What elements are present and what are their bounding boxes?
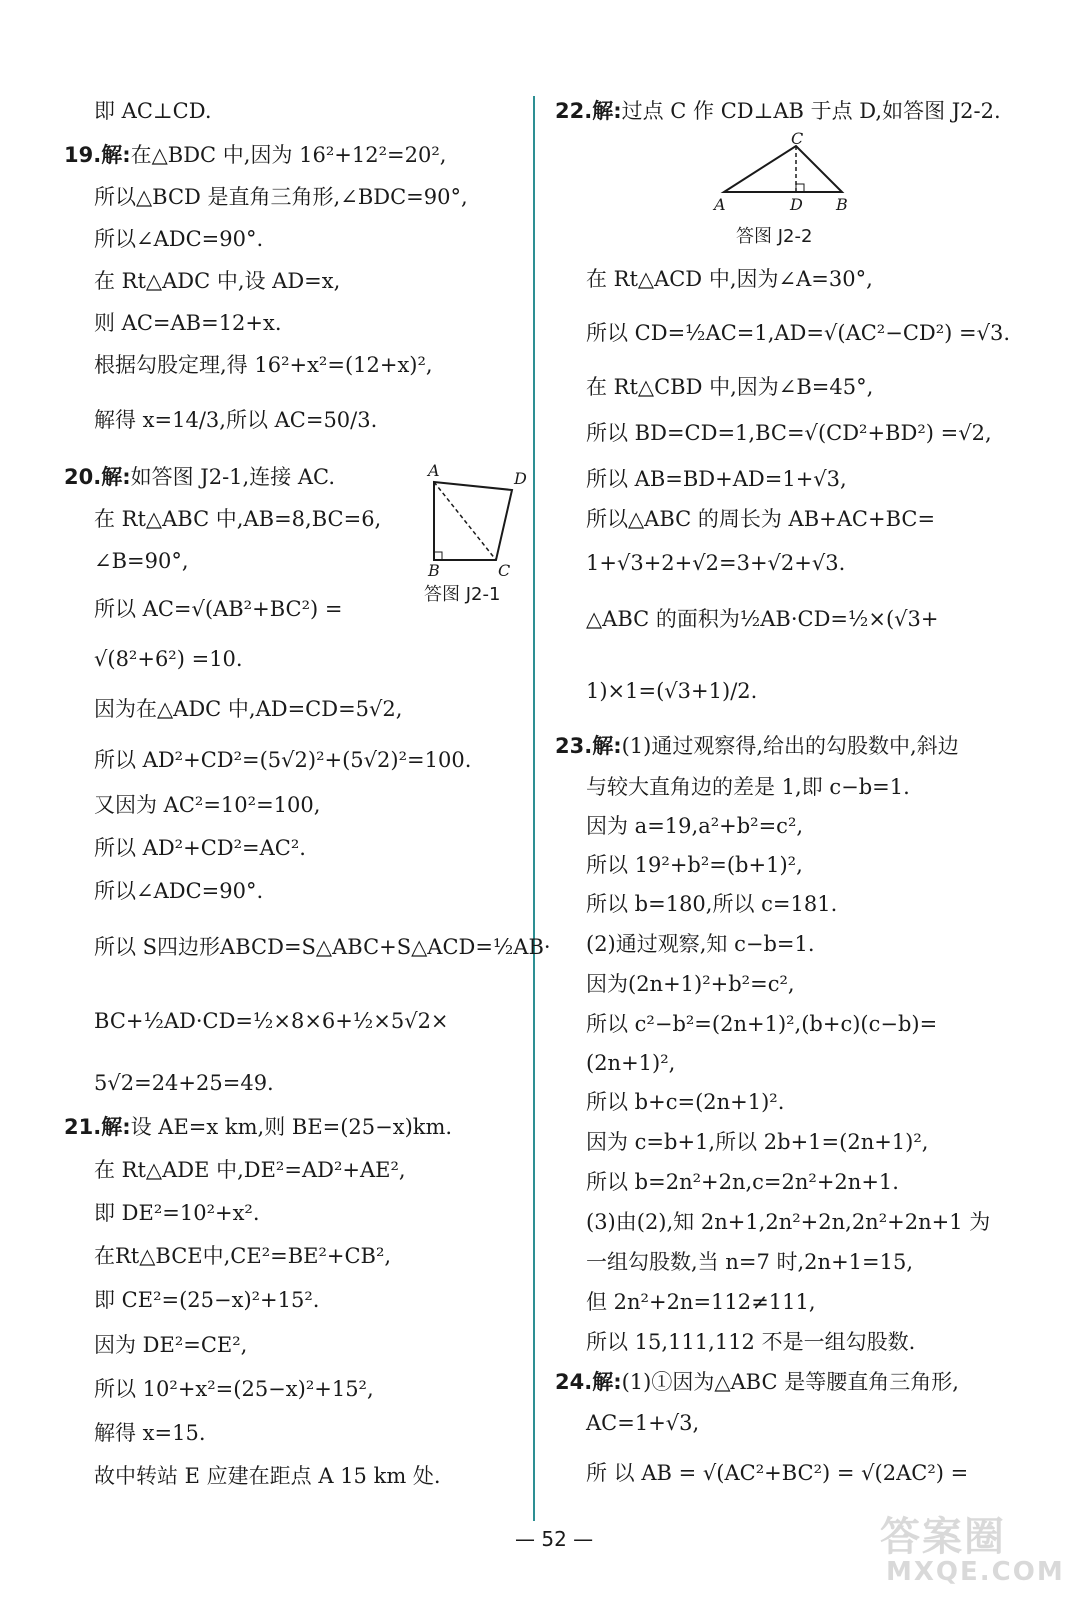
solution-line: 因为 DE²=CE², bbox=[94, 1333, 248, 1357]
watermark-logo-text: 答案圈 bbox=[880, 1514, 1006, 1560]
solution-line: 所以 AD²+CD²=AC². bbox=[94, 836, 306, 860]
solution-line: 所以 AD²+CD²=(5√2)²+(5√2)²=100. bbox=[94, 748, 472, 772]
watermark bbox=[880, 1505, 1065, 1595]
solution-line: 所以 BD=CD=1,BC=√(CD²+BD²) =√2, bbox=[586, 421, 992, 445]
solution-heading-line: 23.解:(1)通过观察得,给出的勾股数中,斜边 bbox=[555, 734, 959, 758]
solution-line: 故中转站 E 应建在距点 A 15 km 处. bbox=[94, 1464, 441, 1488]
solution-line: 与较大直角边的差是 1,即 c−b=1. bbox=[586, 775, 910, 799]
solution-line: (2n+1)², bbox=[586, 1051, 676, 1075]
solution-line: 在 Rt△ABC 中,AB=8,BC=6, bbox=[94, 507, 382, 531]
solution-line: 即 CE²=(25−x)²+15². bbox=[94, 1288, 320, 1312]
solution-line: 在 Rt△ADC 中,设 AD=x, bbox=[94, 269, 341, 293]
right-angle-mark bbox=[434, 552, 442, 560]
label-c: C bbox=[791, 132, 804, 148]
problem-number: 23.解: bbox=[555, 734, 622, 758]
solution-line: 因为(2n+1)²+b²=c², bbox=[586, 972, 795, 996]
right-angle-mark bbox=[796, 184, 804, 192]
label-d: D bbox=[790, 195, 803, 214]
quadrilateral-abcd bbox=[434, 482, 512, 560]
solution-line: 因为 c=b+1,所以 2b+1=(2n+1)², bbox=[586, 1130, 929, 1154]
solution-line: 则 AC=AB=12+x. bbox=[94, 311, 282, 335]
solution-line: 在 Rt△ACD 中,因为∠A=30°, bbox=[586, 267, 873, 291]
solution-line: 所以∠ADC=90°. bbox=[94, 879, 264, 903]
solution-line: 所以 b+c=(2n+1)². bbox=[586, 1090, 785, 1114]
problem-number: 22.解: bbox=[555, 99, 622, 123]
solution-line: 所以∠ADC=90°. bbox=[94, 227, 264, 251]
solution-heading-line: 22.解:过点 C 作 CD⊥AB 于点 D,如答图 J2-2. bbox=[555, 99, 1001, 123]
watermark-url: MXQE.COM bbox=[886, 1557, 1065, 1587]
solution-line: 根据勾股定理,得 16²+x²=(12+x)², bbox=[94, 353, 433, 377]
solution-line: 所以 c²−b²=(2n+1)²,(b+c)(c−b)= bbox=[586, 1012, 938, 1036]
page-number: — 52 — bbox=[515, 1527, 594, 1551]
solution-line: 但 2n²+2n=112≠111, bbox=[586, 1290, 816, 1314]
problem-number: 24.解: bbox=[555, 1370, 622, 1394]
figure-j2-2-caption: 答图 J2-2 bbox=[736, 226, 813, 247]
solution-line: 因为在△ADC 中,AD=CD=5√2, bbox=[94, 697, 403, 721]
solution-line: 所以△ABC 的周长为 AB+AC+BC= bbox=[586, 507, 936, 531]
solution-line: 所以 b=2n²+2n,c=2n²+2n+1. bbox=[586, 1170, 899, 1194]
solution-line: (2)通过观察,知 c−b=1. bbox=[586, 932, 815, 956]
problem-number: 20.解: bbox=[64, 465, 131, 489]
column-divider bbox=[533, 96, 535, 1521]
solution-line: ∠B=90°, bbox=[94, 549, 189, 573]
solution-line: 解得 x=15. bbox=[94, 1421, 206, 1445]
diagonal-ac bbox=[434, 482, 496, 560]
solution-heading-line: 20.解:如答图 J2-1,连接 AC. bbox=[64, 465, 336, 489]
solution-line: 即 DE²=10²+x². bbox=[94, 1201, 260, 1225]
triangle-abc bbox=[724, 146, 842, 192]
solution-line: 所以 19²+b²=(b+1)², bbox=[586, 853, 803, 877]
figure-j2-2 bbox=[708, 132, 858, 216]
solution-heading-line: 21.解:设 AE=x km,则 BE=(25−x)km. bbox=[64, 1115, 453, 1139]
solution-line: BC+½AD·CD=½×8×6+½×5√2× bbox=[94, 1009, 449, 1033]
solution-line: 1)×1=(√3+1)/2. bbox=[586, 679, 758, 703]
solution-line: 在 Rt△CBD 中,因为∠B=45°, bbox=[586, 375, 874, 399]
solution-line: 所以 AB=BD+AD=1+√3, bbox=[586, 467, 847, 491]
solution-line: 一组勾股数,当 n=7 时,2n+1=15, bbox=[586, 1250, 914, 1274]
label-c: C bbox=[498, 561, 511, 576]
solution-line: 5√2=24+25=49. bbox=[94, 1071, 274, 1095]
solution-line: 所以△BCD 是直角三角形,∠BDC=90°, bbox=[94, 185, 468, 209]
solution-line: 所以 CD=½AC=1,AD=√(AC²−CD²) =√3. bbox=[586, 321, 1011, 345]
solution-heading-line: 24.解:(1)①因为△ABC 是等腰直角三角形, bbox=[555, 1370, 959, 1394]
problem-number: 21.解: bbox=[64, 1115, 131, 1139]
label-a: A bbox=[428, 461, 440, 480]
solution-line: AC=1+√3, bbox=[586, 1411, 700, 1435]
solution-line: △ABC 的面积为½AB·CD=½×(√3+ bbox=[586, 607, 939, 631]
solution-line: 因为 a=19,a²+b²=c², bbox=[586, 814, 804, 838]
solution-line: (3)由(2),知 2n+1,2n²+2n,2n²+2n+1 为 bbox=[586, 1210, 991, 1234]
solution-line: 在 Rt△ADE 中,DE²=AD²+AE², bbox=[94, 1158, 406, 1182]
solution-line: 在Rt△BCE中,CE²=BE²+CB², bbox=[94, 1244, 392, 1268]
solution-line: 1+√3+2+√2=3+√2+√3. bbox=[586, 551, 846, 575]
label-d: D bbox=[514, 469, 527, 488]
solution-line: √(8²+6²) =10. bbox=[94, 647, 243, 671]
problem-number: 19.解: bbox=[64, 143, 131, 167]
figure-j2-1 bbox=[418, 456, 528, 576]
solution-line: 所以 10²+x²=(25−x)²+15², bbox=[94, 1377, 374, 1401]
solution-line: 即 AC⊥CD. bbox=[94, 99, 212, 123]
solution-line: 所以 S四边形ABCD=S△ABC+S△ACD=½AB· bbox=[94, 935, 551, 959]
label-b: B bbox=[428, 561, 440, 576]
solution-line: 又因为 AC²=10²=100, bbox=[94, 793, 321, 817]
figure-j2-1-caption: 答图 J2-1 bbox=[424, 584, 501, 605]
solution-heading-line: 19.解:在△BDC 中,因为 16²+12²=20², bbox=[64, 143, 447, 167]
solution-line: 所以 AC=√(AB²+BC²) = bbox=[94, 597, 343, 621]
solution-line: 所 以 AB = √(AC²+BC²) = √(2AC²) = bbox=[586, 1461, 969, 1485]
label-a: A bbox=[714, 195, 726, 214]
solution-line: 解得 x=14/3,所以 AC=50/3. bbox=[94, 408, 378, 432]
label-b: B bbox=[836, 195, 848, 214]
solution-line: 所以 b=180,所以 c=181. bbox=[586, 892, 838, 916]
solution-line: 所以 15,111,112 不是一组勾股数. bbox=[586, 1330, 916, 1354]
